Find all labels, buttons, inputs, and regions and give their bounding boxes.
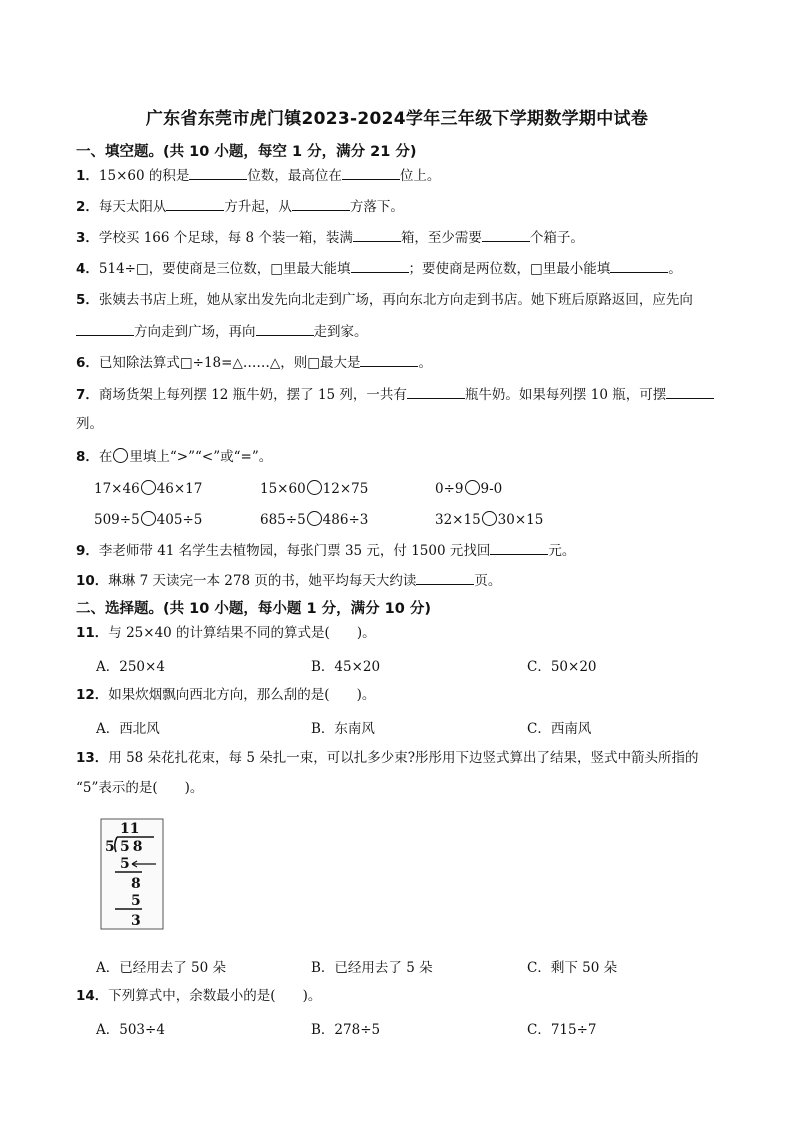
question-text: 商场货架上每列摆 12 瓶牛奶，摆了 15 列，一共有 — [98, 387, 407, 403]
compare-item[interactable] — [94, 511, 202, 528]
circle-icon — [113, 448, 128, 463]
question-2 — [76, 196, 404, 217]
answer-blank[interactable] — [353, 227, 401, 242]
option-c[interactable]: C．50×20 — [527, 659, 597, 675]
question-5-line-2 — [76, 321, 368, 342]
exam-title: 广东省东莞市虎门镇2023-2024学年三年级下学期数学期中试卷 — [145, 109, 649, 129]
compare-circle[interactable] — [307, 511, 322, 526]
question-number: 13． — [76, 750, 109, 766]
question-1 — [76, 165, 440, 186]
compare-circle[interactable] — [307, 480, 322, 495]
answer-blank[interactable] — [610, 258, 668, 273]
question-text: 个箱子。 — [529, 230, 584, 246]
compare-right: 486÷3 — [322, 512, 369, 528]
question-text: 李老师带 41 名学生去植物园，每张门票 35 元，付 1500 元找回 — [98, 543, 491, 559]
question-text: ；要使商是两位数，□里最小能填 — [408, 261, 611, 277]
question-number: 7． — [76, 387, 99, 403]
question-text: 。 — [668, 261, 682, 277]
question-text: 已知除法算式□÷18=△……△，则□最大是 — [98, 355, 361, 371]
compare-circle[interactable] — [141, 511, 156, 526]
option-b[interactable]: B．278÷5 — [311, 1022, 381, 1038]
question-text: 如果炊烟飘向西北方向，那么刮的是( )。 — [108, 687, 376, 703]
answer-blank[interactable] — [256, 321, 314, 336]
compare-item[interactable] — [260, 480, 368, 497]
question-14 — [76, 986, 321, 1006]
compare-right: 46×17 — [156, 481, 203, 497]
answer-blank[interactable] — [166, 196, 224, 211]
question-text: 元。 — [548, 543, 576, 559]
compare-circle[interactable] — [141, 480, 156, 495]
compare-item[interactable] — [435, 480, 502, 497]
section-1-heading: 一、填空题。(共 10 小题，每空 1 分，满分 21 分) — [76, 144, 417, 160]
option-b[interactable]: B．已经用去了 5 朵 — [311, 960, 433, 976]
question-text: 箱，至少需要 — [400, 230, 482, 246]
question-text: 方向走到广场，再向 — [134, 324, 256, 340]
question-3 — [76, 227, 584, 248]
compare-circle[interactable] — [465, 480, 480, 495]
option-b[interactable]: B．东南风 — [311, 721, 375, 737]
question-number: 12． — [76, 687, 109, 703]
compare-left: 32×15 — [435, 512, 481, 528]
division-step-3: 5 — [131, 893, 141, 909]
option-a[interactable]: A．已经用去了 50 朵 — [96, 960, 227, 976]
question-11 — [76, 623, 376, 643]
compare-right: 9-0 — [480, 481, 503, 497]
question-8 — [76, 447, 272, 467]
division-remainder: 3 — [131, 913, 141, 929]
answer-blank[interactable] — [416, 570, 474, 585]
option-a[interactable]: A．503÷4 — [96, 1022, 165, 1038]
option-c[interactable]: C．西南风 — [527, 721, 592, 737]
question-text: 位数，最高位在 — [247, 168, 342, 184]
division-step-2: 8 — [131, 876, 141, 892]
question-number: 1． — [76, 168, 99, 184]
option-b[interactable]: B．45×20 — [311, 659, 381, 675]
question-text: 与 25×40 的计算结果不同的算式是( )。 — [108, 625, 376, 641]
option-a[interactable]: A．250×4 — [96, 659, 165, 675]
question-text: 用 58 朵花扎花束，每 5 朵扎一束，可以扎多少束?彤彤用下边竖式算出了结果，竖式中箭头所指的 — [108, 750, 699, 766]
answer-blank[interactable] — [292, 196, 350, 211]
question-text: 下列算式中，余数最小的是( )。 — [108, 988, 322, 1004]
question-text: 位上。 — [399, 168, 441, 184]
question-number: 9． — [76, 543, 99, 559]
section-2-heading: 二、选择题。(共 10 小题，每小题 1 分，满分 10 分) — [76, 601, 431, 617]
question-text: 走到家。 — [313, 324, 368, 340]
question-number: 10． — [76, 573, 109, 589]
compare-item[interactable] — [435, 511, 543, 528]
question-text: 514÷□，要使商是三位数，□里最大能填 — [98, 261, 351, 277]
answer-blank[interactable] — [360, 352, 418, 367]
question-number: 2． — [76, 199, 99, 215]
question-text: 列。 — [76, 416, 103, 432]
answer-blank[interactable] — [666, 384, 714, 399]
question-7-line-2 — [76, 414, 103, 434]
answer-blank[interactable] — [342, 165, 400, 180]
compare-left: 685÷5 — [260, 512, 306, 528]
question-7 — [76, 384, 714, 405]
question-13 — [76, 748, 698, 768]
compare-right: 30×15 — [497, 512, 544, 528]
compare-left: 17×46 — [94, 481, 140, 497]
question-number: 4． — [76, 261, 99, 277]
question-text: 15×60 的积是 — [98, 168, 190, 184]
compare-item[interactable] — [260, 511, 368, 528]
question-text: 方升起，从 — [224, 199, 292, 215]
question-5 — [76, 290, 693, 310]
option-c[interactable]: C．715÷7 — [527, 1022, 597, 1038]
question-text: 张姨去书店上班，她从家出发先向北走到广场，再向东北方向走到书店。她下班后原路返回，应先向 — [98, 292, 693, 308]
question-text: “5”表示的是( )。 — [76, 780, 204, 796]
question-text: 琳琳 7 天读完一本 278 页的书，她平均每天大约读 — [108, 573, 417, 589]
question-text: 瓶牛奶。如果每列摆 10 瓶，可摆 — [464, 387, 667, 403]
question-4 — [76, 258, 682, 279]
question-number: 11． — [76, 625, 109, 641]
question-9 — [76, 540, 575, 561]
division-quotient: 11 — [120, 821, 140, 837]
compare-right: 12×75 — [322, 481, 369, 497]
question-number: 3． — [76, 230, 99, 246]
answer-blank[interactable] — [76, 321, 134, 336]
question-number: 14． — [76, 988, 109, 1004]
compare-left: 509÷5 — [94, 512, 140, 528]
option-c[interactable]: C．剩下 50 朵 — [527, 960, 618, 976]
question-text: 学校买 166 个足球，每 8 个装一箱，装满 — [98, 230, 353, 246]
question-13-line-2 — [76, 778, 203, 798]
compare-item[interactable] — [94, 480, 202, 497]
compare-left: 0÷9 — [435, 481, 464, 497]
compare-right: 405÷5 — [156, 512, 203, 528]
question-text: 每天太阳从 — [98, 199, 167, 215]
question-number: 5． — [76, 292, 99, 308]
question-text: 里填上“>”“<”或“=”。 — [129, 449, 273, 465]
compare-left: 15×60 — [260, 481, 306, 497]
option-a[interactable]: A．西北风 — [96, 721, 160, 737]
division-step-1: 5 — [120, 856, 130, 872]
answer-blank[interactable] — [189, 165, 247, 180]
question-number: 8． — [76, 449, 99, 465]
question-text: 在 — [98, 449, 113, 465]
question-6 — [76, 352, 432, 373]
division-divisor: 5 — [105, 839, 115, 855]
answer-blank[interactable] — [351, 258, 409, 273]
division-dividend: 58 — [120, 839, 146, 855]
answer-blank[interactable] — [482, 227, 530, 242]
question-number: 6． — [76, 355, 99, 371]
question-12 — [76, 685, 375, 705]
answer-blank[interactable] — [490, 540, 548, 555]
question-10 — [76, 570, 501, 591]
question-text: 页。 — [474, 573, 502, 589]
compare-circle[interactable] — [482, 511, 497, 526]
long-division-figure — [100, 818, 164, 930]
question-text: 方落下。 — [349, 199, 404, 215]
question-text: 。 — [418, 355, 432, 371]
answer-blank[interactable] — [407, 384, 465, 399]
